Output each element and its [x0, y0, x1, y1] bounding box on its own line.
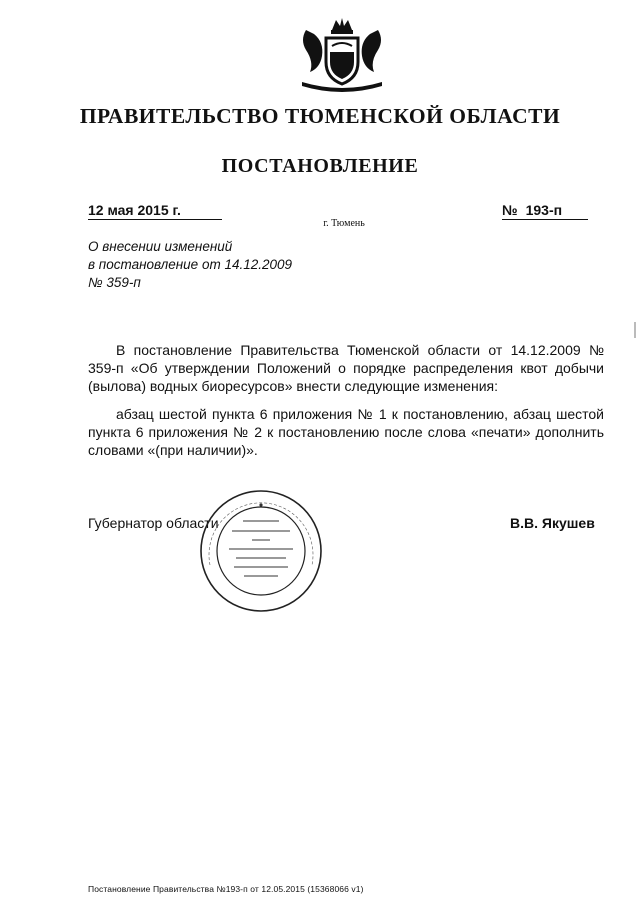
scan-edge-mark — [634, 322, 636, 338]
subject-line: в постановление от 14.12.2009 — [88, 257, 293, 272]
coat-of-arms-icon — [296, 16, 388, 96]
body-paragraph: В постановление Правительства Тюменской области от 14.12.2009 № 359-п «Об утверждении Положений о порядке распределения квот добычи (вылова) водных биоресурсов» внести следующие изменения: — [88, 342, 604, 394]
organization-title: ПРАВИТЕЛЬСТВО ТЮМЕНСКОЙ ОБЛАСТИ — [79, 104, 561, 128]
subject-line: № 359-п — [88, 275, 141, 290]
document-number: 193-п — [525, 202, 563, 218]
city: г. Тюмень — [323, 218, 365, 229]
document-subject — [88, 238, 292, 292]
number-sign: № — [502, 202, 518, 218]
signatory-title: Губернатор области — [88, 515, 219, 531]
document-date: 12 мая 2015 г. — [88, 202, 222, 220]
footer-reference: Постановление Правительства №193-п от 12.05.2015 (15368066 v1) — [88, 884, 364, 894]
body-paragraph: абзац шестой пункта 6 приложения № 1 к постановлению, абзац шестой пункта 6 приложения № 2 к постановлению после слова «печати» дополнить словами «(при наличии)». — [88, 406, 604, 458]
document-body — [88, 341, 604, 469]
signatory-name: В.В. Якушев — [510, 515, 595, 531]
document-type: ПОСТАНОВЛЕНИЕ — [221, 155, 419, 177]
round-stamp-icon — [196, 487, 326, 615]
subject-line: О внесении изменений — [88, 239, 233, 254]
